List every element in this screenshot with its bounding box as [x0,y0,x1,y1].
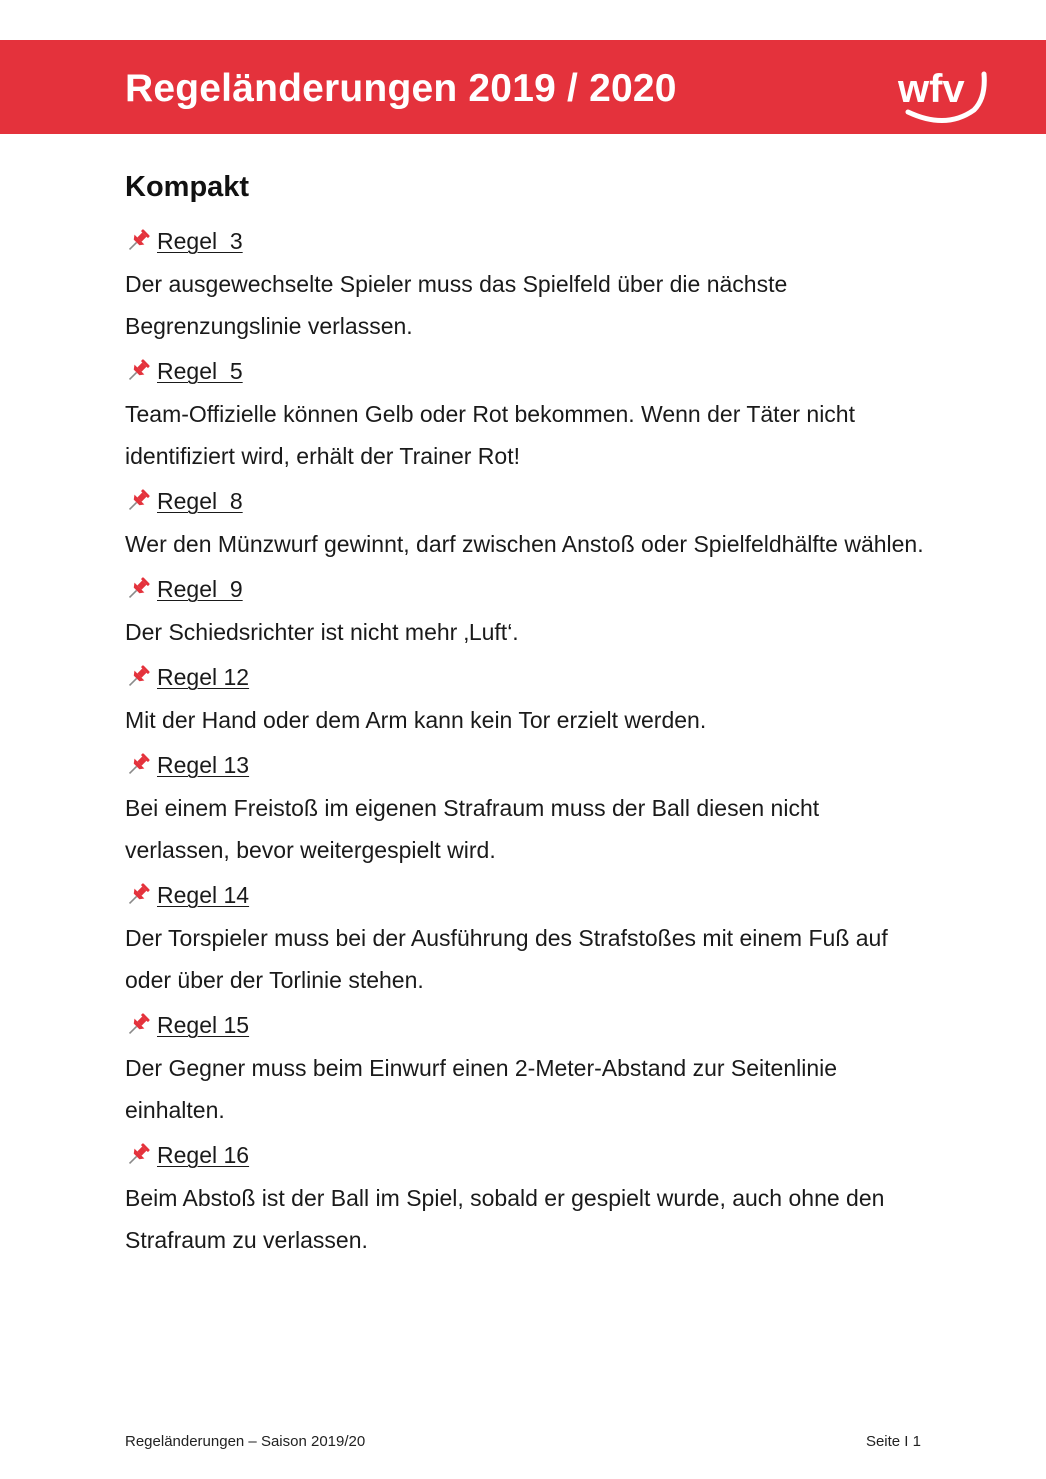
rule-heading [125,349,925,393]
rule-link[interactable]: Regel 3 [157,228,243,254]
footer-page-number: Seite I 1 [865,1433,921,1450]
page-title: Regeländerungen 2019 / 2020 [125,67,677,110]
rule-description: Bei einem Freistoß im eigenen Strafraum muss der Ball diesen nicht verlassen, bevor weitergespielt wird. [125,795,820,863]
rule-description: Der Gegner muss beim Einwurf einen 2-Meter-Abstand zur Seitenlinie einhalten. [125,1055,838,1123]
rule-item [125,349,925,479]
rule-description: Wer den Münzwurf gewinnt, darf zwischen Anstoß oder Spielfeldhälfte wählen. [125,531,924,557]
rule-list [125,219,925,1263]
pushpin-icon [125,752,151,778]
rule-item [125,479,925,567]
rule-item [125,567,925,655]
rule-heading [125,219,925,263]
rule-heading [125,873,925,917]
rule-link[interactable]: Regel 16 [157,1142,250,1168]
rule-description: Mit der Hand oder dem Arm kann kein Tor erzielt werden. [125,707,707,733]
rule-description: Der ausgewechselte Spieler muss das Spielfeld über die nächste Begrenzungslinie verlassen. [125,271,788,339]
rule-item [125,1133,925,1263]
rule-description: Team-Offizielle können Gelb oder Rot bekommen. Wenn der Täter nicht identifiziert wird, erhält der Trainer Rot! [125,401,855,469]
pushpin-icon [125,664,151,690]
rule-heading [125,743,925,787]
wfv-logo [894,52,994,134]
pushpin-icon [125,358,151,384]
rule-item [125,743,925,873]
rule-link[interactable]: Regel 8 [157,488,243,514]
section-title: Kompakt [125,171,250,203]
pushpin-icon [125,882,151,908]
rule-heading [125,1133,925,1177]
rule-description: Der Schiedsrichter ist nicht mehr ‚Luft‘. [125,619,519,645]
rule-item [125,1003,925,1133]
rule-heading [125,1003,925,1047]
rule-description: Der Torspieler muss bei der Ausführung des Strafstoßes mit einem Fuß auf oder über der Torlinie stehen. [125,925,888,993]
rule-item [125,655,925,743]
pushpin-icon [125,1142,151,1168]
rule-link[interactable]: Regel 5 [157,358,243,384]
rule-item [125,219,925,349]
rule-heading [125,567,925,611]
footer-document-title: Regeländerungen – Saison 2019/20 [125,1433,366,1450]
rule-item [125,873,925,1003]
rule-link[interactable]: Regel 13 [157,752,250,778]
rule-heading [125,655,925,699]
pushpin-icon [125,488,151,514]
rule-link[interactable]: Regel 12 [157,664,250,690]
rule-link[interactable]: Regel 15 [157,1012,250,1038]
rule-link[interactable]: Regel 9 [157,576,243,602]
rule-description: Beim Abstoß ist der Ball im Spiel, sobald er gespielt wurde, auch ohne den Strafraum zu verlassen. [125,1185,885,1253]
pushpin-icon [125,576,151,602]
pushpin-icon [125,1012,151,1038]
logo-text: wfv [898,67,965,111]
rule-link[interactable]: Regel 14 [157,882,250,908]
pushpin-icon [125,228,151,254]
rule-heading [125,479,925,523]
